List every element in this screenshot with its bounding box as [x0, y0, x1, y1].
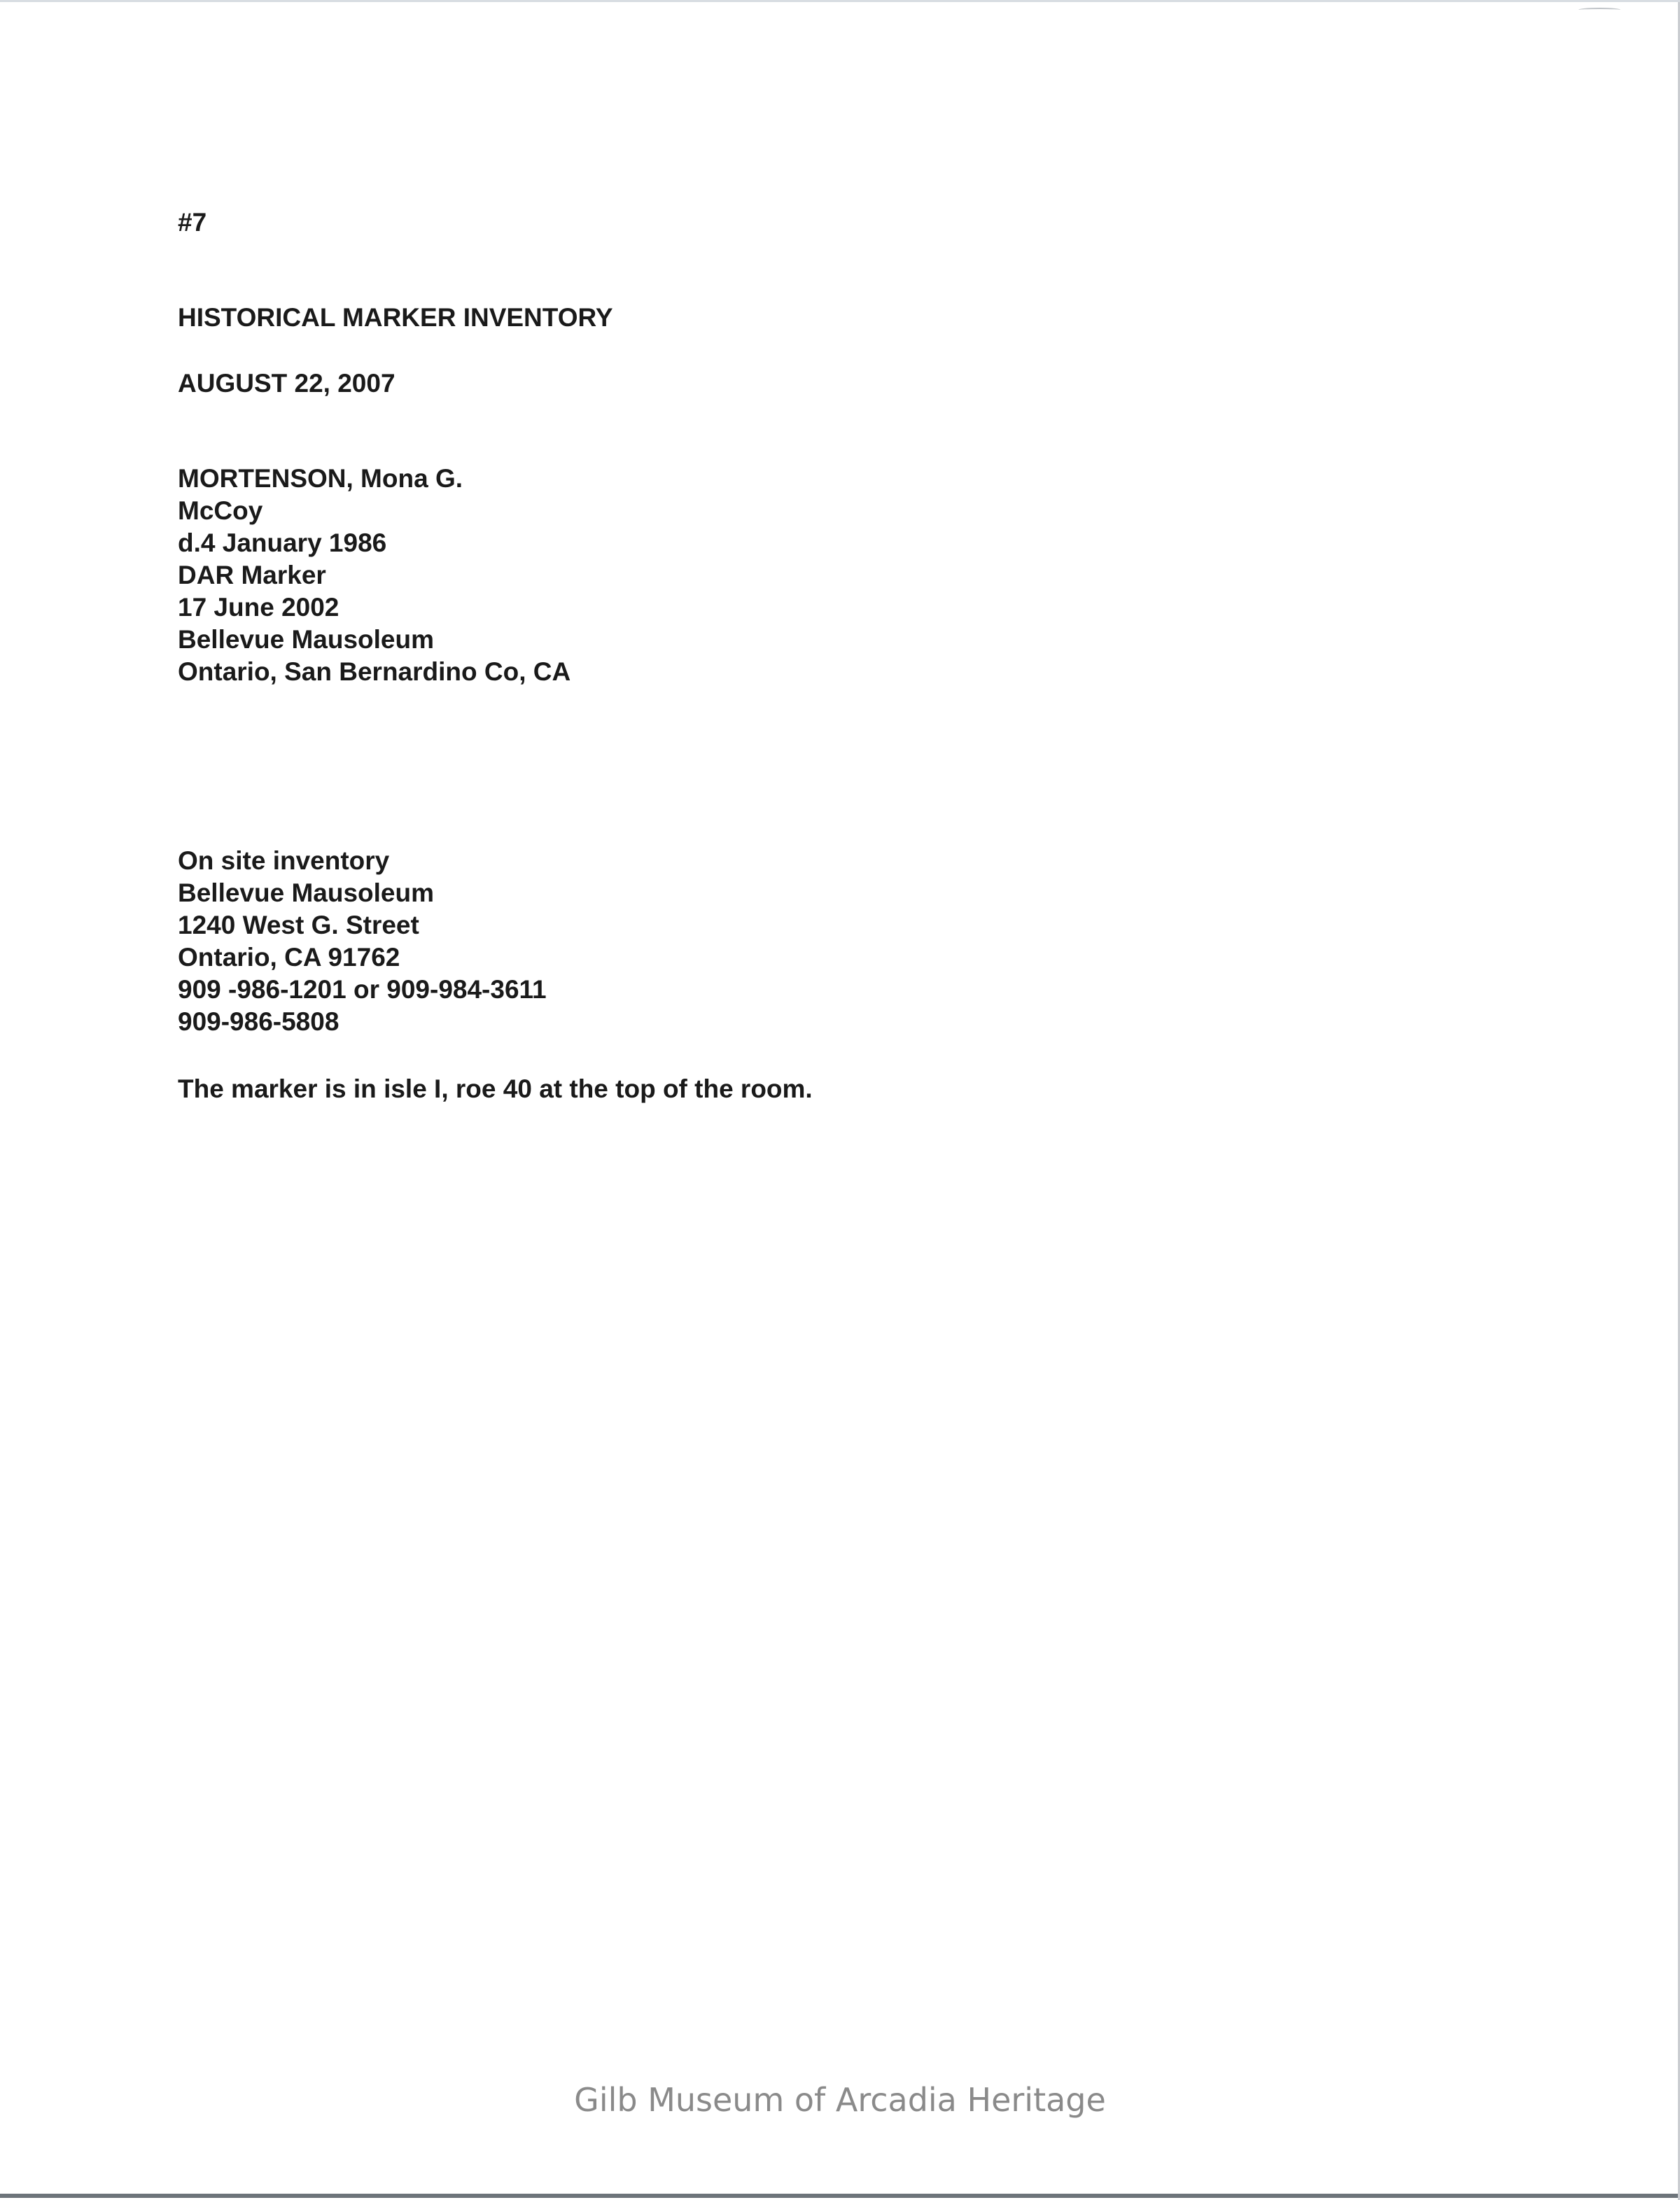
- site-name: Bellevue Mausoleum: [178, 878, 435, 907]
- document-title: [178, 302, 613, 334]
- watermark: Gilb Museum of Arcadia Heritage: [574, 2081, 1106, 2119]
- site-heading: On site inventory: [178, 846, 390, 875]
- document-date-text: AUGUST 22, 2007: [178, 369, 396, 398]
- record-cemetery: Bellevue Mausoleum: [178, 625, 435, 654]
- site-city: Ontario, CA 91762: [178, 943, 400, 972]
- site-fax: 909-986-5808: [178, 1007, 340, 1036]
- scan-artifact: [1578, 8, 1620, 12]
- site-phones: 909 -986-1201 or 909-984-3611: [178, 975, 547, 1004]
- record-name: MORTENSON, Mona G.: [178, 464, 463, 493]
- record-block: [178, 463, 570, 688]
- record-death: d.4 January 1986: [178, 528, 387, 557]
- document-date: [178, 367, 396, 400]
- site-inventory-block: [178, 845, 547, 1038]
- record-marker-date: 17 June 2002: [178, 593, 340, 622]
- marker-note: [178, 1073, 813, 1105]
- record-marker-type: DAR Marker: [178, 561, 326, 589]
- item-number-text: #7: [178, 208, 207, 237]
- record-maiden-name: McCoy: [178, 496, 263, 525]
- marker-note-text: The marker is in isle I, roe 40 at the top of the room.: [178, 1074, 813, 1103]
- item-number: [178, 206, 206, 239]
- site-street: 1240 West G. Street: [178, 911, 419, 939]
- record-location: Ontario, San Bernardino Co, CA: [178, 657, 571, 686]
- document-title-text: HISTORICAL MARKER INVENTORY: [178, 303, 613, 332]
